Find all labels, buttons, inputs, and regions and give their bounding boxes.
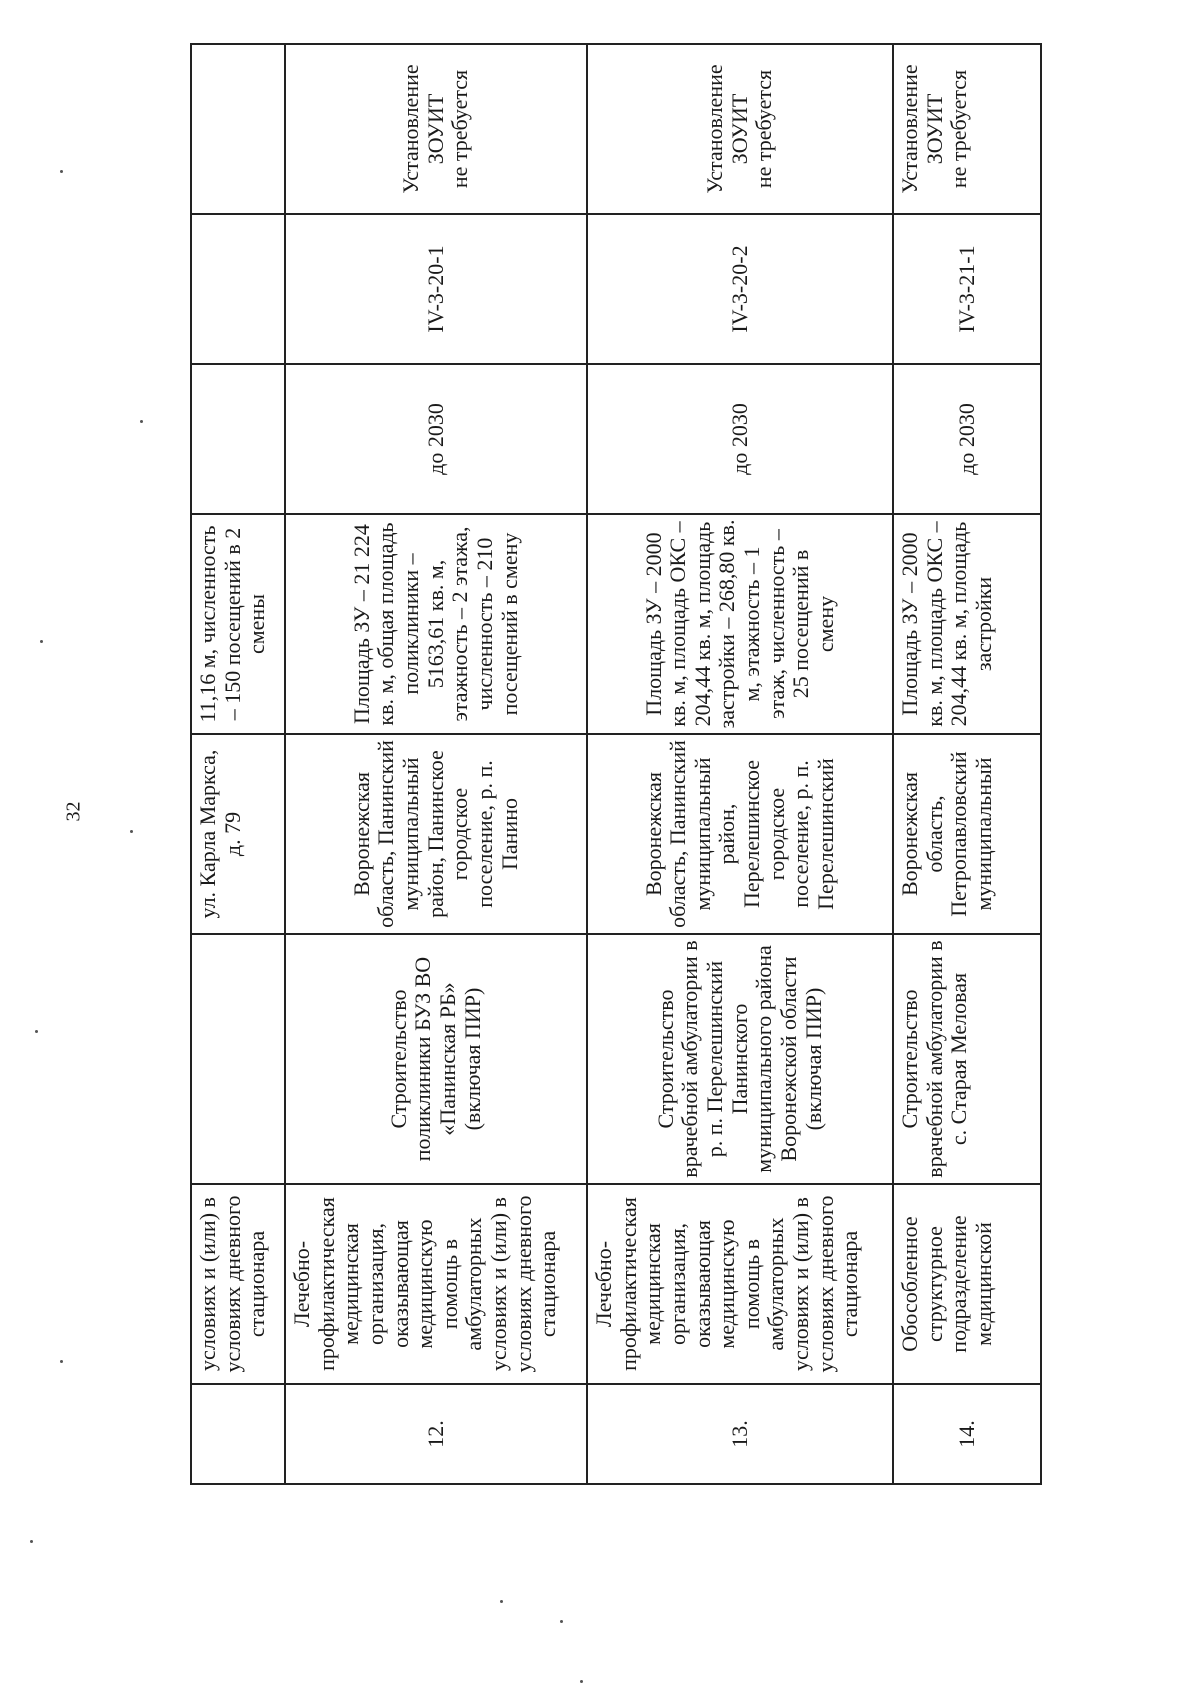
scan-speck: [560, 1620, 563, 1623]
table-row: [587, 44, 893, 1484]
cell-location: Воронежская область, Панинский муниципальный район, Панинское городское поселение, р. п. Панино: [285, 734, 587, 934]
cell-location: Воронежская область, Панинский муниципальный район, Перелешинское городское поселение, р. п. Перелешинский: [587, 734, 893, 934]
scan-speck: [140, 420, 143, 423]
cell-parameters: 11,16 м, численность – 150 посещений в 2 смены: [191, 514, 285, 734]
table-row-continuation: [191, 44, 285, 1484]
cell-location: ул. Карла Маркса, д. 79: [191, 734, 285, 934]
cell-type: Лечебно-профилактическая медицинская организация, оказывающая медицинскую помощь в амбулаторных условиях и (или) в условиях дневного стационара: [587, 1184, 893, 1384]
cell-number: 12.: [285, 1384, 587, 1484]
scan-speck: [35, 1030, 38, 1033]
cell-type: Лечебно-профилактическая медицинская организация, оказывающая медицинскую помощь в амбулаторных условиях и (или) в условиях дневного стационара: [285, 1184, 587, 1384]
cell-name: [191, 934, 285, 1184]
cell-zone: [191, 214, 285, 364]
cell-number: 14.: [893, 1384, 1041, 1484]
cell-name: Строительство поликлиники БУЗ ВО «Панинская РБ» (включая ПИР): [285, 934, 587, 1184]
table-row: [285, 44, 587, 1484]
scan-speck: [130, 830, 133, 833]
cell-parameters: Площадь ЗУ – 2000 кв. м, площадь ОКС – 204,44 кв. м, площадь застройки – 268,80 кв. м, этажность – 1 этаж, численность – 25 посещений в смену: [587, 514, 893, 734]
scan-speck: [60, 1360, 63, 1363]
rotated-table-wrapper: [190, 45, 1040, 1485]
cell-zouit: Установление ЗОУИТ не требуется: [587, 44, 893, 214]
scan-speck: [40, 640, 43, 643]
scan-speck: [500, 1600, 503, 1603]
cell-deadline: до 2030: [587, 364, 893, 514]
cell-zone: IV-3-21-1: [893, 214, 1041, 364]
cell-number: 13.: [587, 1384, 893, 1484]
table-row: [893, 44, 1041, 1484]
cell-parameters: Площадь ЗУ – 2000 кв. м, площадь ОКС – 204,44 кв. м, площадь застройки: [893, 514, 1041, 734]
cell-zone: IV-3-20-2: [587, 214, 893, 364]
cell-zouit: Установление ЗОУИТ не требуется: [285, 44, 587, 214]
cell-type: Обособленное структурное подразделение медицинской: [893, 1184, 1041, 1384]
cell-location: Воронежская область, Петропавловский муниципальный: [893, 734, 1041, 934]
facilities-table: [190, 43, 1042, 1485]
cell-zouit: Установление ЗОУИТ не требуется: [893, 44, 1041, 214]
cell-name: Строительство врачебной амбулатории в с. Старая Меловая: [893, 934, 1041, 1184]
cell-number: [191, 1384, 285, 1484]
page-number: 32: [62, 801, 85, 822]
cell-name: Строительство врачебной амбулатории в р. п. Перелешинский Панинского муниципального района Воронежской области (включая ПИР): [587, 934, 893, 1184]
scan-speck: [30, 1540, 33, 1543]
cell-zone: IV-3-20-1: [285, 214, 587, 364]
cell-parameters: Площадь ЗУ – 21 224 кв. м, общая площадь поликлиники – 5163,61 кв. м, этажность – 2 этажа, численность – 210 посещений в смену: [285, 514, 587, 734]
cell-zouit: [191, 44, 285, 214]
cell-deadline: до 2030: [893, 364, 1041, 514]
cell-deadline: [191, 364, 285, 514]
scan-speck: [580, 1680, 583, 1683]
cell-type: условиях и (или) в условиях дневного стационара: [191, 1184, 285, 1384]
scan-speck: [60, 170, 63, 173]
cell-deadline: до 2030: [285, 364, 587, 514]
